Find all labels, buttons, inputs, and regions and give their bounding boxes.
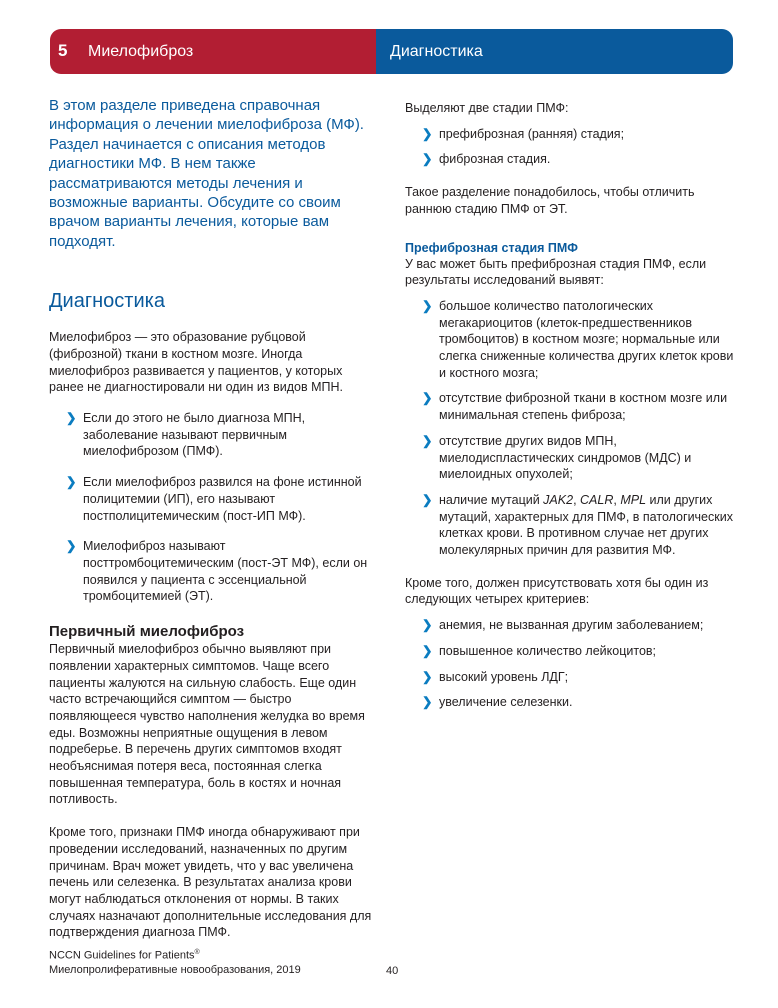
list-item — [49, 410, 379, 460]
list-item-text: отсутствие фиброзной ткани в костном мозге или минимальная степень фиброза; — [439, 391, 728, 423]
mutation-prefix: наличие мутаций — [439, 492, 544, 507]
mf-types-list — [49, 410, 379, 605]
gene-calr: CALR — [580, 492, 614, 507]
mutation-suffix: или других мутаций, характерных для ПМФ, в патологических клетках крови. В противном случае нет других молекулярных причин для развития МФ. — [439, 492, 733, 558]
list-item — [405, 694, 735, 711]
section-title: Диагностика — [390, 43, 483, 60]
list-item — [405, 390, 735, 423]
mutation-separator: , — [613, 492, 621, 507]
chevron-right-icon: ❯ — [422, 643, 433, 658]
mutation-separator: , — [573, 492, 581, 507]
list-item — [405, 643, 735, 660]
list-item — [49, 474, 379, 524]
right-column — [405, 100, 735, 711]
chevron-right-icon: ❯ — [422, 152, 433, 167]
list-item — [405, 617, 735, 634]
chevron-right-icon: ❯ — [66, 475, 77, 490]
chevron-right-icon: ❯ — [422, 433, 433, 448]
section-header — [50, 29, 733, 74]
page-number: 40 — [386, 965, 399, 977]
list-item-text: Миелофиброз называют посттромбоцитемическим (пост-ЭТ МФ), если он появился у пациента с эссенциальной тромбоцитемией (ЭТ). — [83, 539, 368, 604]
chevron-right-icon: ❯ — [422, 126, 433, 141]
list-item-text: высокий уровень ЛДГ; — [439, 669, 569, 684]
intro-paragraph: В этом разделе приведена справочная информация о лечении миелофиброза (МФ). Раздел начинается с описания методов диагностики МФ. В нем также рассматриваются методы лечения и возможные варианты. Обсудите со своим врачом варианты лечения, которые вам подходят. — [49, 97, 364, 250]
chevron-right-icon: ❯ — [422, 391, 433, 406]
section-tab — [376, 29, 733, 74]
chevron-right-icon: ❯ — [66, 411, 77, 426]
list-item-text: Если миелофиброз развился на фоне истинной полицитемии (ИП), его называют постполицитемическим (пост-ИП МФ). — [83, 475, 362, 523]
footer-title: NCCN Guidelines for Patients — [49, 949, 195, 962]
list-item — [405, 492, 735, 559]
footer-subtitle: Миелопролиферативные новообразования, 2019 — [49, 963, 301, 976]
criteria-list — [405, 617, 735, 711]
gene-mpl: MPL — [620, 492, 647, 507]
list-item — [405, 126, 735, 143]
list-item — [405, 433, 735, 483]
list-item-text: большое количество патологических мегакариоцитов (клеток-предшественников тромбоцитов) в костном мозге; нормальные или слегка сниженные количества других клеток крови и костного мозга; — [439, 298, 734, 380]
list-item — [405, 151, 735, 168]
criteria-intro: Кроме того, должен присутствовать хотя бы один из следующих четырех критериев: — [405, 575, 709, 607]
diagnosis-heading: Диагностика — [49, 290, 165, 313]
list-item-text: фиброзная стадия. — [439, 152, 551, 167]
primary-mf-heading: Первичный миелофиброз — [49, 623, 245, 641]
registered-mark: ® — [194, 949, 200, 956]
list-item — [405, 669, 735, 686]
chevron-right-icon: ❯ — [422, 298, 433, 313]
chapter-title: Миелофиброз — [88, 43, 194, 60]
list-item — [49, 538, 379, 605]
footer-publication — [49, 946, 729, 963]
list-item-text: повышенное количество лейкоцитов; — [439, 643, 657, 658]
prefibrotic-intro: У вас может быть префиброзная стадия ПМФ, если результаты исследований выявят: — [405, 256, 707, 288]
chevron-right-icon: ❯ — [422, 669, 433, 684]
list-item-text: префиброзная (ранняя) стадия; — [439, 126, 625, 141]
list-item-text: отсутствие других видов МПН, миелодиспластических синдромов (МДС) и миелоидных опухолей; — [439, 433, 692, 482]
list-item-text: увеличение селезенки. — [439, 695, 573, 710]
stages-list — [405, 126, 735, 168]
section-number: 5 — [58, 41, 68, 60]
list-item — [405, 298, 735, 382]
chevron-right-icon: ❯ — [422, 695, 433, 710]
chevron-right-icon: ❯ — [422, 618, 433, 633]
findings-paragraph: Кроме того, признаки ПМФ иногда обнаруживают при проведении исследований, назначенных по другим причинам. Врач может увидеть, что у вас увеличена печень или селезенка. В результатах анализа крови могут наблюдаться отклонения от нормы. В таких случаях назначают дополнительные исследования для подтверждения диагноза ПМФ. — [49, 825, 372, 940]
list-item-text: анемия, не вызванная другим заболеванием; — [439, 618, 704, 633]
prefibrotic-list — [405, 298, 735, 559]
list-item-text: Если до этого не было диагноза МПН, заболевание называют первичным миелофиброзом (ПМФ). — [83, 411, 306, 459]
chapter-tab — [50, 29, 376, 74]
mf-definition-paragraph: Миелофиброз — это образование рубцовой (фиброзной) ткани в костном мозге. Иногда миелофиброз развивается у пациентов, у которых ранее не диагностировали ни один из видов МПН. — [49, 330, 343, 395]
symptoms-paragraph: Первичный миелофиброз обычно выявляют при появлении характерных симптомов. Чаще всего пациенты жалуются на сильную слабость. Еще один часто встречающийся симптом — быстро появляющееся чувство наполнения желудка во время еды. Возможны неприятные ощущения в левом подреберье. В перечень других симптомов входят необъяснимая потеря веса, постоянная слегка повышенная температура, боль в костях и ночная потливость. — [49, 642, 365, 807]
stages-note: Такое разделение понадобилось, чтобы отличить раннюю стадию ПМФ от ЭТ. — [405, 185, 695, 216]
left-column — [49, 96, 379, 941]
chevron-right-icon: ❯ — [66, 539, 77, 554]
chevron-right-icon: ❯ — [422, 492, 433, 507]
stages-intro: Выделяют две стадии ПМФ: — [405, 101, 569, 115]
gene-jak2: JAK2 — [543, 492, 574, 507]
prefibrotic-heading: Префиброзная стадия ПМФ — [405, 240, 578, 255]
